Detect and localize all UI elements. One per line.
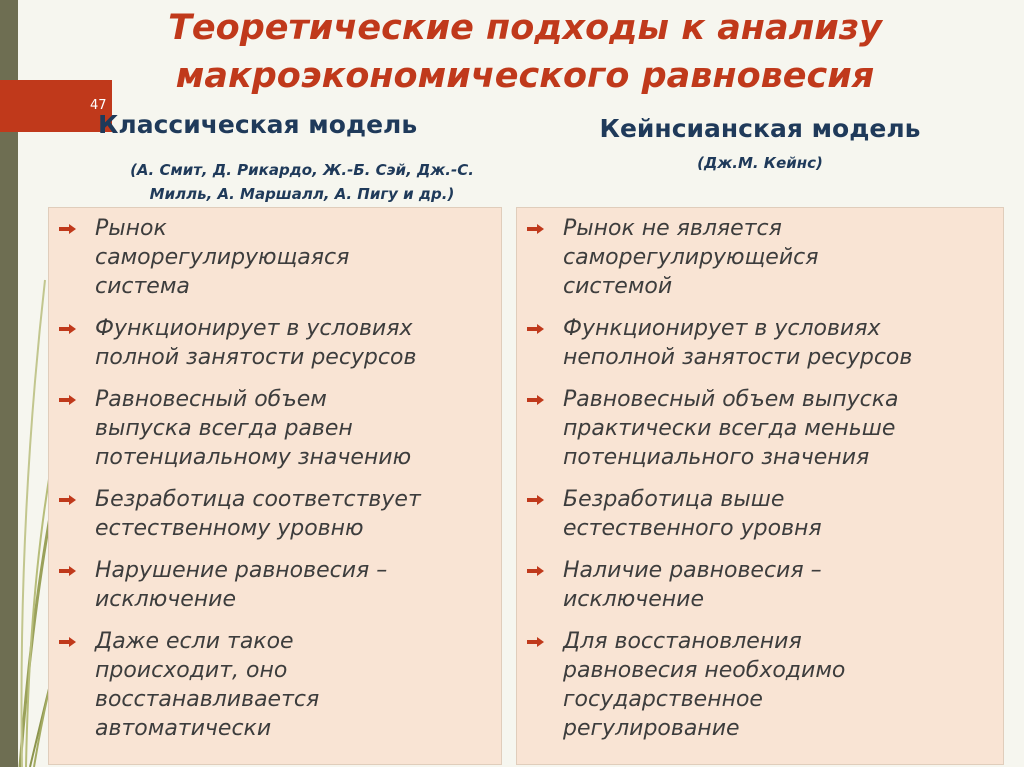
list-item-line: естественному уровню <box>95 516 364 541</box>
list-item-line: исключение <box>95 587 237 612</box>
list-item-line: Функционирует в условиях <box>95 316 413 341</box>
list-item-line: Нарушение равновесия – <box>95 558 388 583</box>
arrow-bullet-icon <box>527 494 545 506</box>
list-item-line: исключение <box>563 587 705 612</box>
list-item-line: потенциального значения <box>563 445 870 470</box>
list-item-line: полной занятости ресурсов <box>95 345 417 370</box>
list-item-line: государственное <box>563 687 763 712</box>
keynesian-model-authors: (Дж.М. Кейнс) <box>697 154 823 172</box>
classical-authors-line-2: Милль, А. Маршалл, А. Пигу и др.) <box>149 185 455 203</box>
list-item-line: Безработица соответствует <box>95 487 421 512</box>
list-item-line: потенциальному значению <box>95 445 412 470</box>
classical-model-authors <box>92 158 512 206</box>
keynesian-list-item <box>563 627 997 743</box>
classical-list-item <box>95 627 495 743</box>
classical-model-box <box>48 207 502 765</box>
list-item-line: система <box>95 274 190 299</box>
list-item-line: происходит, оно <box>95 658 288 683</box>
classical-list-item <box>95 385 495 472</box>
list-item-line: Для восстановления <box>563 629 802 654</box>
list-item-line: саморегулирующейся <box>563 245 819 270</box>
arrow-bullet-icon <box>527 323 545 335</box>
arrow-bullet-icon <box>59 565 77 577</box>
list-item-line: неполной занятости ресурсов <box>563 345 913 370</box>
list-item-line: восстанавливается <box>95 687 320 712</box>
keynesian-model-box <box>516 207 1004 765</box>
keynesian-list-item <box>563 214 997 301</box>
classical-model-title: Классическая модель <box>98 110 418 139</box>
keynesian-list-item <box>563 314 997 372</box>
arrow-bullet-icon <box>527 223 545 235</box>
title-line-2: макроэкономического равновесия <box>175 56 875 96</box>
arrow-bullet-icon <box>527 565 545 577</box>
classical-authors-line-1: (А. Смит, Д. Рикардо, Ж.-Б. Сэй, Дж.-С. <box>130 161 474 179</box>
list-item-line: естественного уровня <box>563 516 822 541</box>
classical-list-item <box>95 485 495 543</box>
slide-number: 47 <box>90 98 107 113</box>
list-item-line: Безработица выше <box>563 487 785 512</box>
list-item-line: Равновесный объем <box>95 387 327 412</box>
list-item-line: Даже если такое <box>95 629 294 654</box>
arrow-bullet-icon <box>59 323 77 335</box>
keynesian-list-item <box>563 485 997 543</box>
list-item-line: системой <box>563 274 673 299</box>
list-item-line: Функционирует в условиях <box>563 316 881 341</box>
list-item-line: автоматически <box>95 716 272 741</box>
arrow-bullet-icon <box>59 636 77 648</box>
list-item-line: Рынок не является <box>563 216 782 241</box>
keynesian-model-list <box>517 208 1003 743</box>
list-item-line: саморегулирующаяся <box>95 245 350 270</box>
slide-title <box>100 4 950 100</box>
classical-list-item <box>95 556 495 614</box>
arrow-bullet-icon <box>527 636 545 648</box>
list-item-line: Рынок <box>95 216 167 241</box>
keynesian-model-title: Кейнсианская модель <box>599 114 921 143</box>
list-item-line: практически всегда меньше <box>563 416 896 441</box>
list-item-line: равновесия необходимо <box>563 658 846 683</box>
title-line-1: Теоретические подходы к анализу <box>168 8 882 48</box>
arrow-bullet-icon <box>59 494 77 506</box>
list-item-line: Равновесный объем выпуска <box>563 387 899 412</box>
arrow-bullet-icon <box>59 223 77 235</box>
list-item-line: Наличие равновесия – <box>563 558 822 583</box>
classical-list-item <box>95 214 495 301</box>
classical-model-list <box>49 208 501 743</box>
arrow-bullet-icon <box>59 394 77 406</box>
keynesian-list-item <box>563 556 997 614</box>
arrow-bullet-icon <box>527 394 545 406</box>
classical-list-item <box>95 314 495 372</box>
list-item-line: регулирование <box>563 716 740 741</box>
keynesian-list-item <box>563 385 997 472</box>
list-item-line: выпуска всегда равен <box>95 416 353 441</box>
